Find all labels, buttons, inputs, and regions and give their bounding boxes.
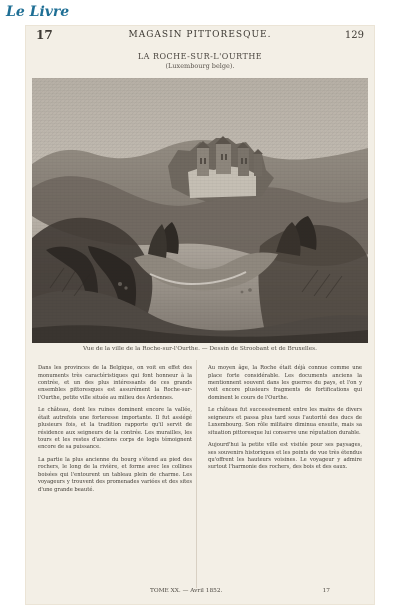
right-paragraph-3: Aujourd'hui la petite ville est visitée pour ses paysages, ses souvenirs historiques et les points de vue très étendus qu'offrent les hauteurs voisines. Le voyageur y admire surtout l'harmonie des rochers, des bois et des eaux.	[208, 442, 362, 471]
page-number: 129	[344, 30, 364, 41]
article-columns	[38, 360, 362, 592]
right-column	[208, 360, 362, 592]
page-footer	[38, 588, 362, 598]
landscape-image	[32, 78, 368, 343]
right-paragraph-2: Le château fut successivement entre les mains de divers seigneurs et passa plus tard sous l'autorité des ducs de Luxembourg. Son rôle militaire diminua ensuite, mais sa situation pittoresque lui conserve une réputation durable.	[208, 407, 362, 436]
article-subtitle: (Luxembourg belge).	[165, 62, 235, 70]
issue-number: 17	[36, 28, 53, 42]
left-paragraph-3: La partie la plus ancienne du bourg s'étend au pied des rochers, le long de la rivière, et forme avec les collines boisées qui l'entourent un tableau plein de charme. Les voyageurs y trouvent des promenades variées et des sites d'une grande beauté.	[38, 457, 192, 493]
illustration-caption: Vue de la ville de la Roche-sur-l'Ourthe. — Dessin de Stroobant et de Bruxelles.	[83, 346, 317, 352]
left-paragraph-1: Dans les provinces de la Belgique, on voit en effet des monuments très caractéristiques qui font honneur à la contrée, et un des plus intéressants de ces grands ensembles pittoresques est assurément la Roche-sur-l'Ourthe, petite ville située au milieu des Ardennes.	[38, 365, 192, 401]
magazine-page	[26, 26, 374, 604]
page-header	[36, 28, 364, 50]
article-title: LA ROCHE-SUR-L'OURTHE	[137, 52, 263, 61]
landscape-engraving	[32, 78, 368, 343]
left-column	[38, 360, 192, 592]
journal-title: MAGASIN PITTORESQUE.	[128, 30, 272, 40]
footer-number: 17	[322, 588, 330, 594]
volume-reference: TOME XX. — Avril 1852.	[150, 588, 223, 594]
site-logo: Le Livre	[6, 4, 70, 20]
left-paragraph-2: Le château, dont les ruines dominent encore la vallée, était autrefois une forteresse importante. Il fut assiégé plusieurs fois, et la tradition rapporte qu'il servit de résidence aux seigneurs de la contrée. Les murailles, les tours et les restes d'anciens corps de logis témoignent encore de sa puissance.	[38, 407, 192, 451]
right-paragraph-1: Au moyen âge, la Roche était déjà connue comme une place forte considérable. Les documents anciens la mentionnent souvent dans les guerres du pays, et l'on y voit encore plusieurs fragments de fortifications qui dominent le cours de l'Ourthe.	[208, 365, 362, 401]
